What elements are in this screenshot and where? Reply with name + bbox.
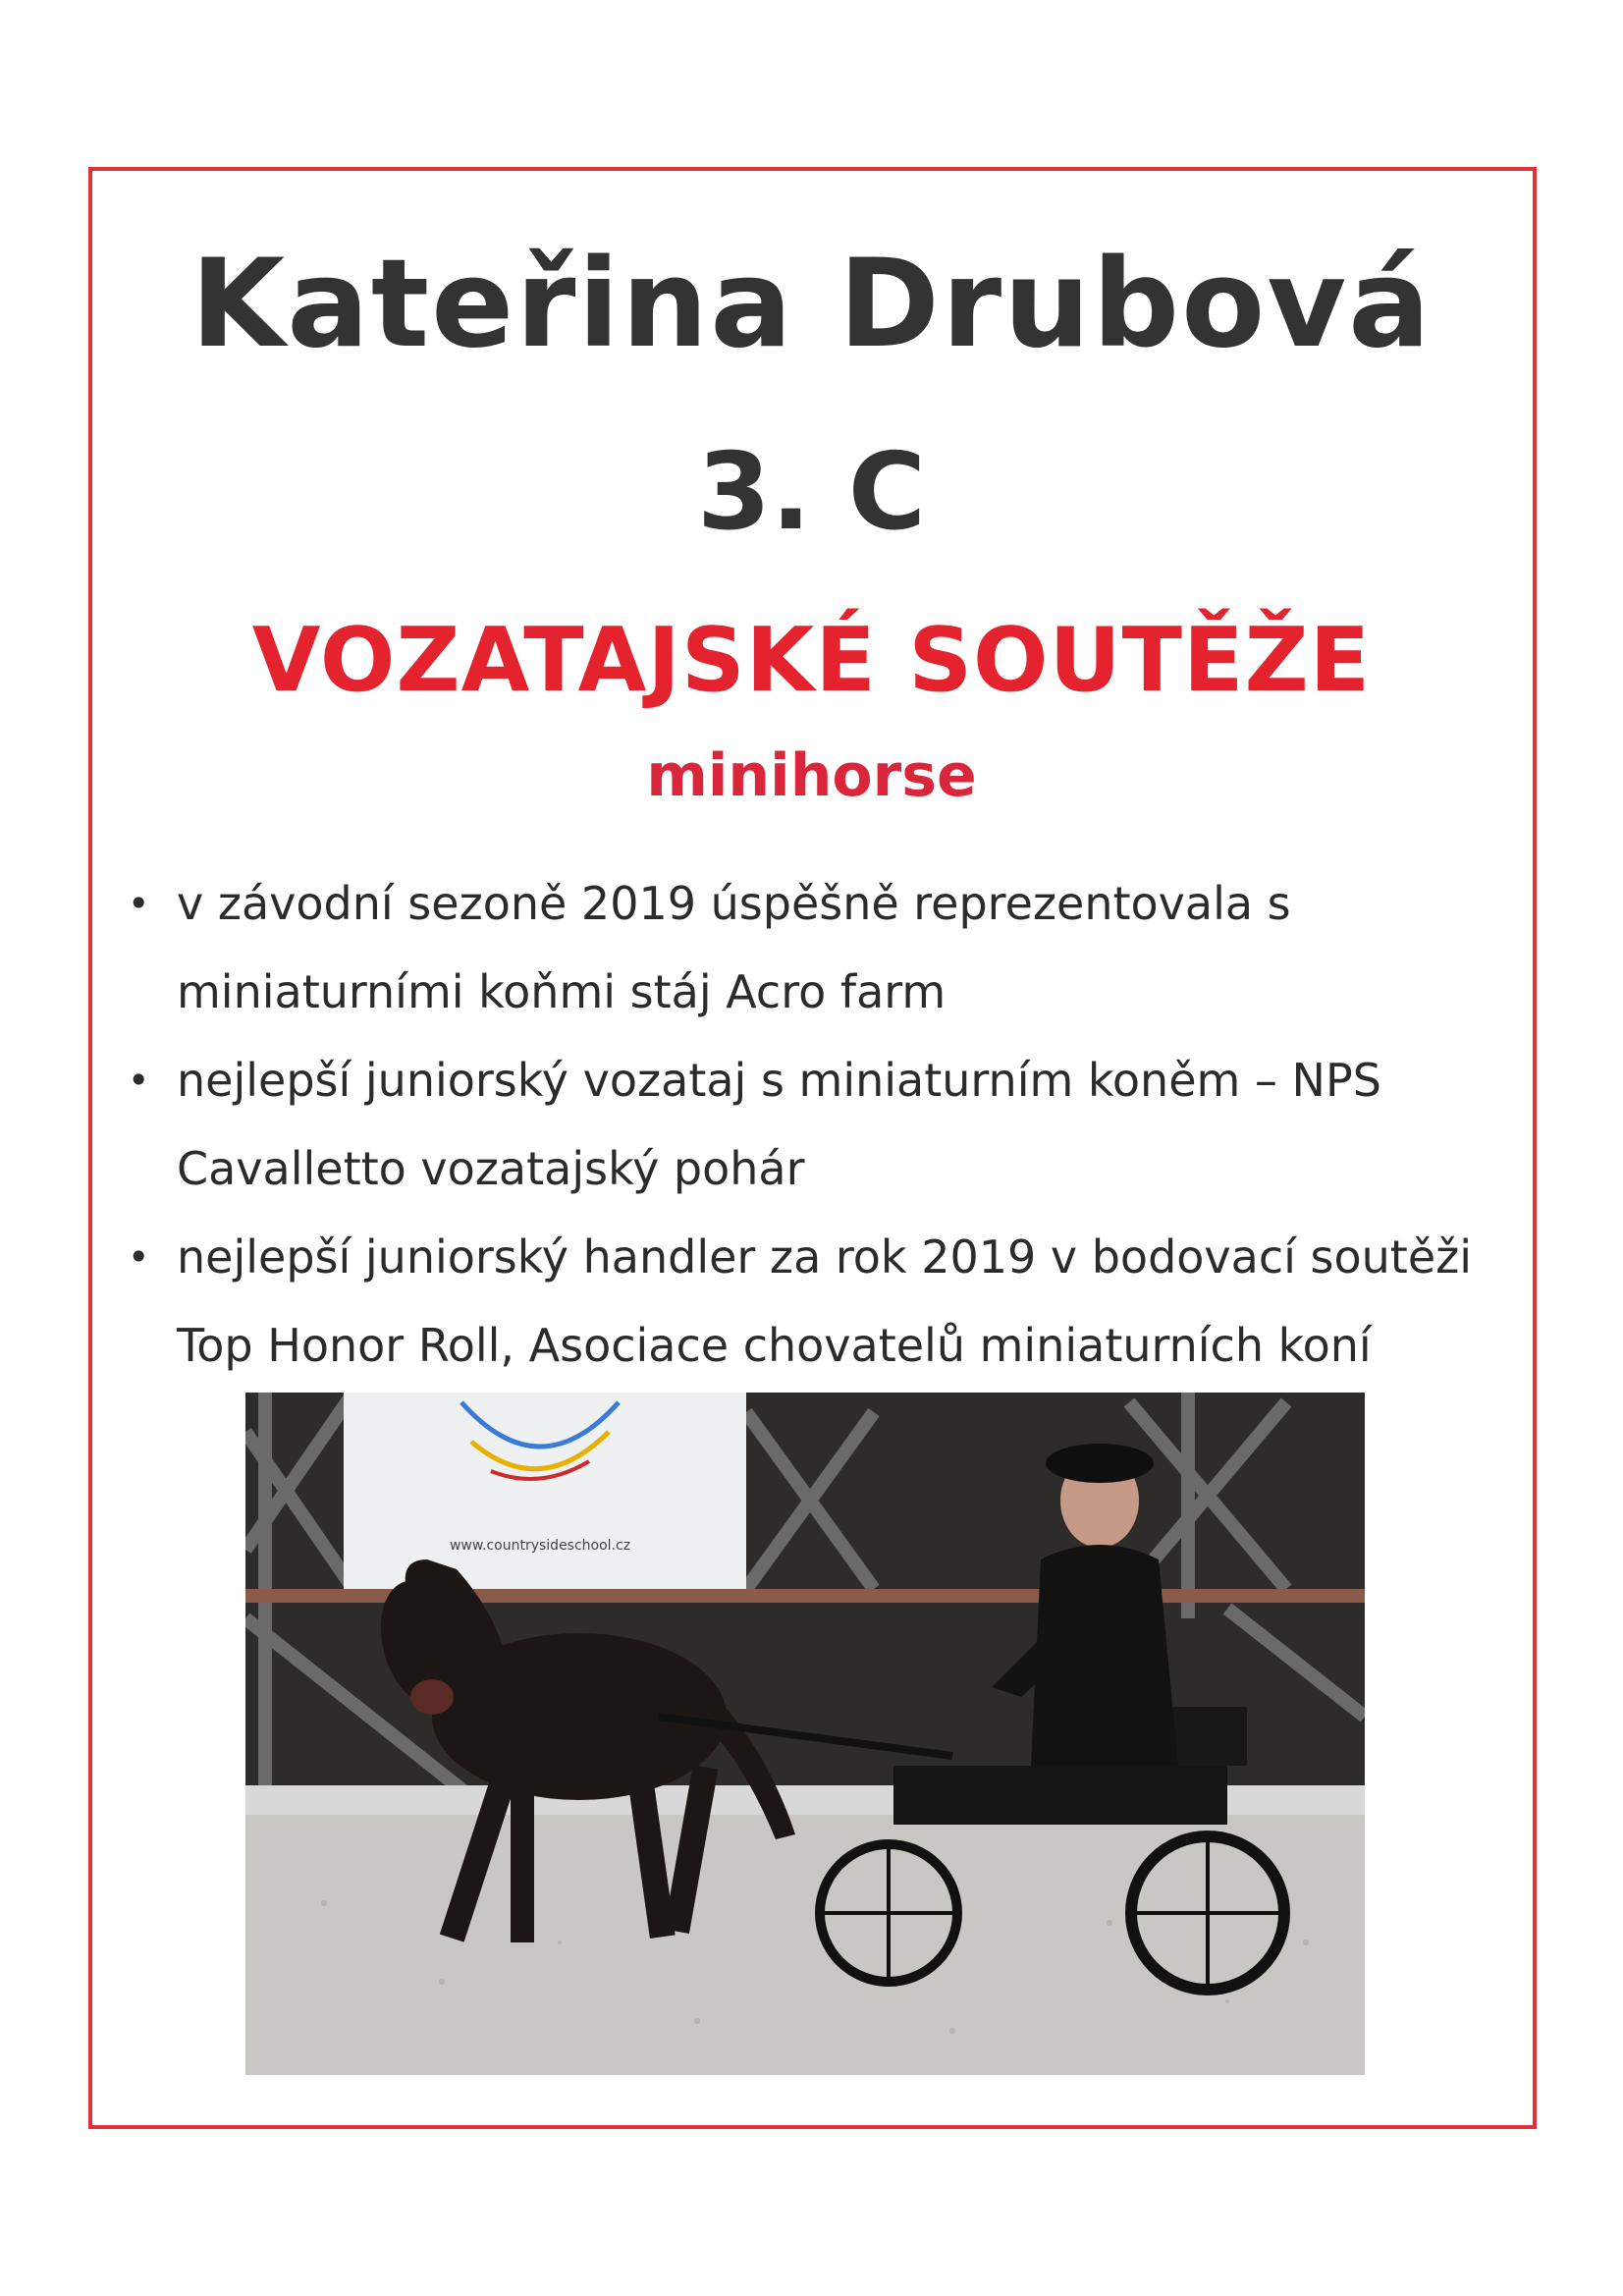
achievement-line: nejlepší juniorský vozataj s miniaturním koněm – NPS <box>177 1054 1381 1107</box>
achievement-line: miniaturními koňmi stáj Acro farm <box>177 965 947 1018</box>
achievement-item <box>128 1036 1522 1213</box>
event-category: minihorse <box>646 741 977 810</box>
bullet-icon: • <box>128 882 150 925</box>
student-name: Kateřina Drubová <box>190 234 1433 375</box>
banner-text: www.countrysideschool.cz <box>449 1538 631 1554</box>
achievement-line: Top Honor Roll, Asociace chovatelů miniaturních koní <box>177 1319 1372 1372</box>
achievement-item <box>128 859 1522 1036</box>
achievements-list <box>128 859 1522 1390</box>
achievement-line: Cavalletto vozatajský pohár <box>177 1142 805 1195</box>
bullet-icon: • <box>128 1235 150 1279</box>
event-title: VOZATAJSKÉ SOUTĚŽE <box>251 609 1372 712</box>
achievement-line: nejlepší juniorský handler za rok 2019 v bodovací soutěži <box>177 1230 1473 1284</box>
bullet-icon: • <box>128 1059 150 1102</box>
achievement-item <box>128 1213 1522 1390</box>
student-class: 3. C <box>696 431 927 554</box>
competition-photo <box>245 1393 1365 2075</box>
achievement-line: v závodní sezoně 2019 úspěšně reprezentovala s <box>177 877 1291 930</box>
